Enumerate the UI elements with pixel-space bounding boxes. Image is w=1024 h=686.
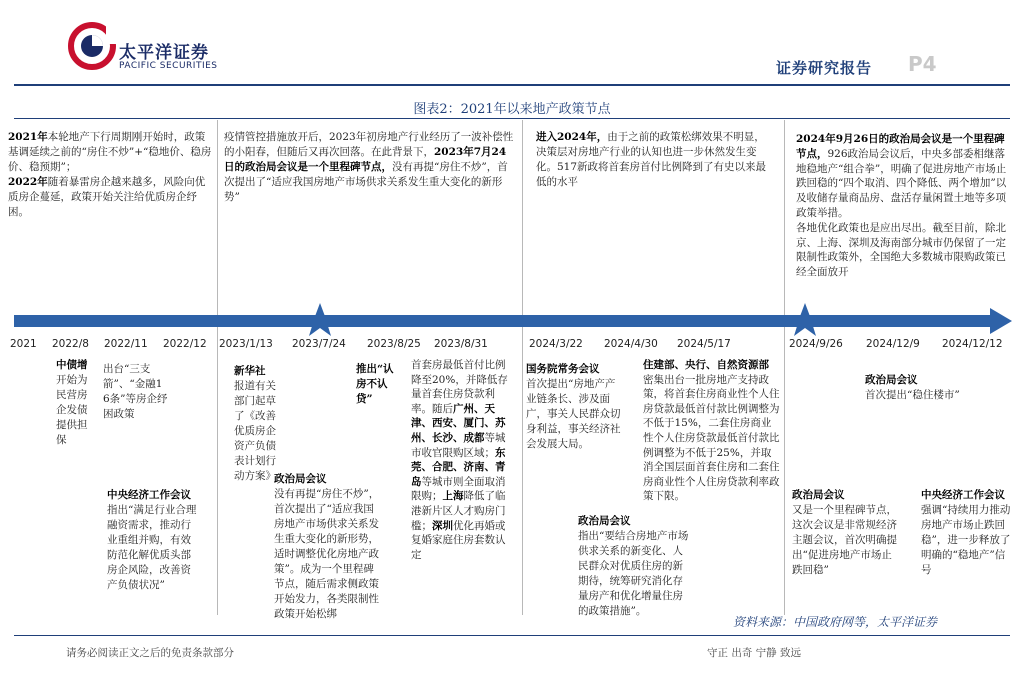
pacific-securities-logo-icon bbox=[68, 22, 116, 70]
bottom-note-2022-11: 出台“三支箭”、“金融16条”等房企纾困政策 bbox=[103, 363, 168, 420]
timeline-date: 2022/11 bbox=[104, 338, 148, 350]
slogan-text: 守正 出奇 宁静 致远 bbox=[707, 647, 802, 659]
bottom-note-2024-3-22: 国务院常务会议 首次提出“房地产产业链条长、涉及面广，事关人民群众切身利益，事关经济社会发展大局。 bbox=[526, 363, 621, 450]
milestone-star-icon bbox=[787, 303, 823, 337]
timeline-date: 2023/8/31 bbox=[434, 338, 488, 350]
bottom-note-2024-12-12: 中央经济工作会议 强调“持续用力推动房地产市场止跌回稳”，进一步释放了明确的“稳地产”信号 bbox=[921, 489, 1011, 576]
timeline-date: 2024/12/12 bbox=[942, 338, 1003, 350]
timeline-date: 2022/12 bbox=[163, 338, 207, 350]
bottom-note-2022-8: 中债增开始为民营房企发债提供担保 bbox=[56, 359, 88, 446]
milestone-star-icon bbox=[302, 303, 338, 337]
timeline-date: 2023/7/24 bbox=[292, 338, 346, 350]
figure-title: 图表2：2021年以来地产政策节点 bbox=[413, 102, 611, 117]
timeline-axis bbox=[14, 315, 994, 327]
timeline-date: 2024/9/26 bbox=[789, 338, 843, 350]
disclaimer-text: 请务必阅读正文之后的免责条款部分 bbox=[66, 647, 234, 659]
bottom-note-2022-12: 中央经济工作会议 指出“满足行业合理融资需求，推动行业重组并购，有效防范化解优质头部房企风险，改善资产负债状况” bbox=[107, 489, 197, 591]
timeline-date: 2024/5/17 bbox=[677, 338, 731, 350]
source-note: 资料来源：中国政府网等，太平洋证券 bbox=[733, 615, 938, 629]
header-divider bbox=[14, 84, 1010, 86]
timeline-date: 2023/8/25 bbox=[367, 338, 421, 350]
brand-name-cn: 太平洋证券 bbox=[119, 43, 209, 63]
bottom-note-2023-8-25: 推出“认房不认贷” bbox=[356, 363, 394, 405]
brand-name-en: PACIFIC SECURITIES bbox=[119, 61, 218, 71]
bottom-note-2024-4-30: 政治局会议 指出“要结合房地产市场供求关系的新变化、人民群众对优质住房的新期待，统筹研究消化存量房产和优化增量住房的政策措施”。 bbox=[578, 515, 689, 617]
figure-divider bbox=[14, 118, 1010, 119]
timeline-date: 2024/3/22 bbox=[529, 338, 583, 350]
report-title: 证券研究报告 bbox=[776, 59, 873, 77]
timeline-date: 2022/8 bbox=[52, 338, 89, 350]
timeline-date: 2021 bbox=[10, 338, 37, 350]
bottom-note-2024-5-17: 住建部、央行、自然资源部 密集出台一批房地产支持政策，将首套住房商业性个人住房贷款最低首付款比例调整为不低于15%，二套住房商业性个人住房贷款最低首付款比例调整为不低于25%，并取消全国层面首套住房和二套住房商业性个人住房贷款利率政策下限。 bbox=[643, 359, 780, 503]
top-note-2024: 进入2024年，由于之前的政策松绑效果不明显，决策层对房地产行业的认知也进一步休然发生变化。517新政将首套房首付比例降到了有史以来最低的水平 bbox=[536, 131, 767, 188]
timeline-date: 2024/12/9 bbox=[866, 338, 920, 350]
column-divider bbox=[217, 120, 218, 615]
top-note-2023: 疫情管控措施放开后，2023年初房地产行业经历了一波补偿性的小阳春，但随后又再次回落。在此背景下，2023年7月24日的政治局会议是一个里程碑节点，没有再提“房住不炒”，首次提出了“适应我国房地产市场供求关系发生重大变化的新形势” bbox=[224, 131, 514, 203]
bottom-note-2023-8-31: 首套房最低首付比例降至20%，并降低存量首套住房贷款利率。随后广州、天津、西安、厦门、苏州、长沙、成都等城市收官限购区域；东莞、合肥、济南、青岛等城市则全面取消限购；上海降低了临港新片区人才购房门槛；深圳优化再婚或复婚家庭住房套数认定 bbox=[411, 359, 508, 561]
bottom-note-2023-7-24: 政治局会议 没有再提“房住不炒”，首次提出了“适应我国房地产市场供求关系发生重大变化的新形势，适时调整优化房地产政策”。成为一个里程碑节点，随后需求侧政策开始发力，各类限制性政策开始松绑 bbox=[274, 473, 380, 620]
column-divider bbox=[522, 120, 523, 615]
timeline-date: 2024/4/30 bbox=[604, 338, 658, 350]
footer-divider bbox=[14, 635, 1010, 636]
top-note-2021-2022: 2021年本轮地产下行周期刚开始时，政策基调延续之前的“房住不炒”+“稳地价、稳房价、稳预期”； 2022年随着暴雷房企越来越多，风险向优质房企蔓延，政策开始关注给优质房企纾困。 bbox=[8, 131, 212, 218]
page-number: P4 bbox=[908, 52, 937, 76]
bottom-note-2024-9-26: 政治局会议 首次提出“稳住楼市” bbox=[865, 374, 960, 401]
timeline-arrow-icon bbox=[990, 308, 1012, 334]
top-note-2024-09: 2024年9月26日的政治局会议是一个里程碑节点，926政治局会议后，中央多部委相继落地稳地产“组合拳”，明确了促进房地产市场止跌回稳的“四个取消、四个降低、两个增加”以及收储存量商品房、盘活存量闲置土地等多项政策举措。 各地优化政策也是应出尽出。截至目前，除北京、上海、深圳及海南部分城市仍保留了一定限制性政策外，全国绝大多数城市限购政策已经全面放开 bbox=[796, 133, 1007, 279]
bottom-note-2024-12-9: 政治局会议 又是一个里程碑节点，这次会议是非常规经济主题会议，首次明确提出“促进房地产市场止跌回稳” bbox=[792, 489, 897, 576]
column-divider bbox=[784, 120, 785, 615]
bottom-note-2023-1-13: 新华社 报道有关部门起草了《改善优质房企资产负债表计划行动方案》 bbox=[234, 365, 276, 482]
timeline-date: 2023/1/13 bbox=[219, 338, 273, 350]
